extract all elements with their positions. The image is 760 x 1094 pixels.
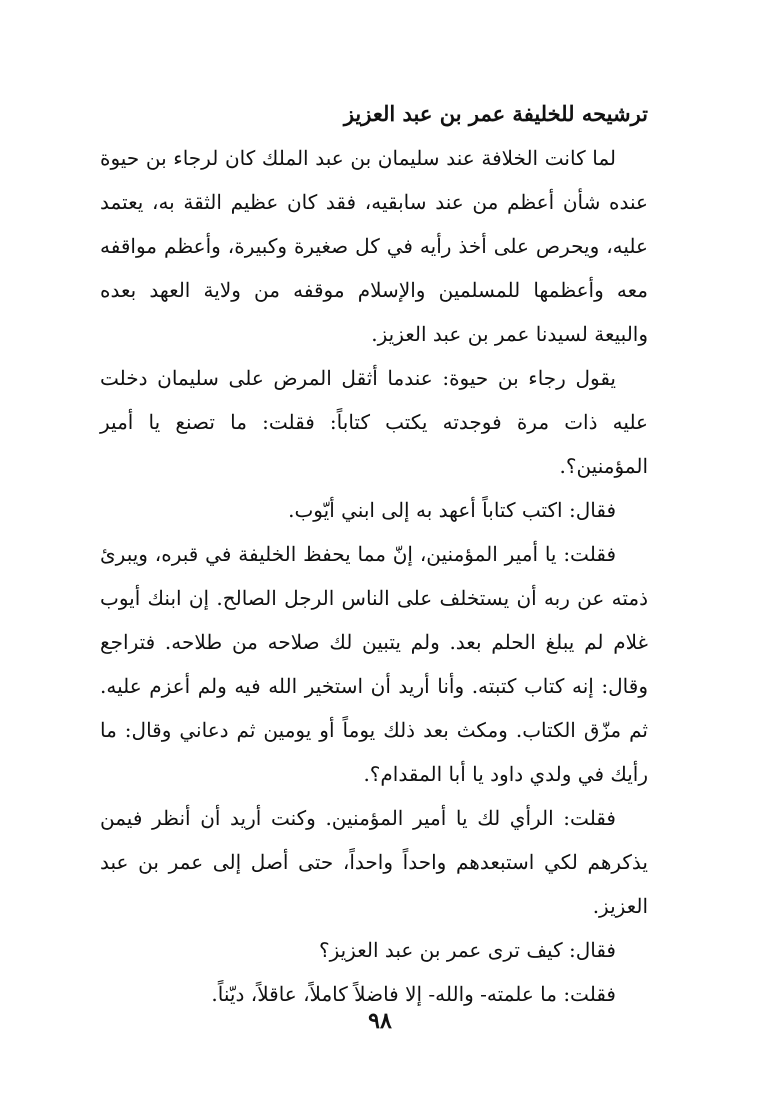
paragraph: فقلت: ما علمته- والله- إلا فاضلاً كاملاً، عاقلاً، ديّناً. xyxy=(211,982,616,1006)
paragraph: فقال: كيف ترى عمر بن عبد العزيز؟ xyxy=(318,938,616,962)
paragraph: لما كانت الخلافة عند سليمان بن عبد الملك كان لرجاء بن حيوة عنده شأن أعظم من عند سابقيه، فقد كان عظيم الثقة به، يعتمد عليه، ويحرص على أخذ رأيه في كل صغيرة وكبيرة، وأعظم مواقفه معه وأعظمها للمسلمين والإسلام موقفه من ولاية العهد بعده والبيعة لسيدنا عمر بن عبد العزيز. xyxy=(100,146,648,346)
paragraph: فقلت: يا أمير المؤمنين، إنّ مما يحفظ الخليفة في قبره، ويبرئ ذمته عن ربه أن يستخلف على الناس الرجل الصالح. إن ابنك أيوب غلام لم يبلغ الحلم بعد. ولم يتبين لك صلاحه من طلاحه. فتراجع وقال: إنه كتاب كتبته. وأنا أريد أن استخير الله فيه ولم أعزم عليه. ثم مزّق الكتاب. ومكث بعد ذلك يوماً أو يومين ثم دعاني وقال: ما رأيك في ولدي داود يا أبا المقدام؟. xyxy=(100,542,648,786)
paragraph: فقال: اكتب كتاباً أعهد به إلى ابني أيّوب. xyxy=(288,498,616,522)
paragraph: يقول رجاء بن حيوة: عندما أثقل المرض على سليمان دخلت عليه ذات مرة فوجدته يكتب كتاباً: فقلت: ما تصنع يا أمير المؤمنين؟. xyxy=(100,366,648,478)
section-title: ترشيحه للخليفة عمر بن عبد العزيز xyxy=(343,101,648,126)
page-number: ٩٨ xyxy=(368,1008,392,1034)
paragraph: فقلت: الرأي لك يا أمير المؤمنين. وكنت أريد أن أنظر فيمن يذكرهم لكي استبعدهم واحداً واحداً، حتى أصل إلى عمر بن عبد العزيز. xyxy=(100,806,648,918)
text-block xyxy=(100,92,648,1016)
